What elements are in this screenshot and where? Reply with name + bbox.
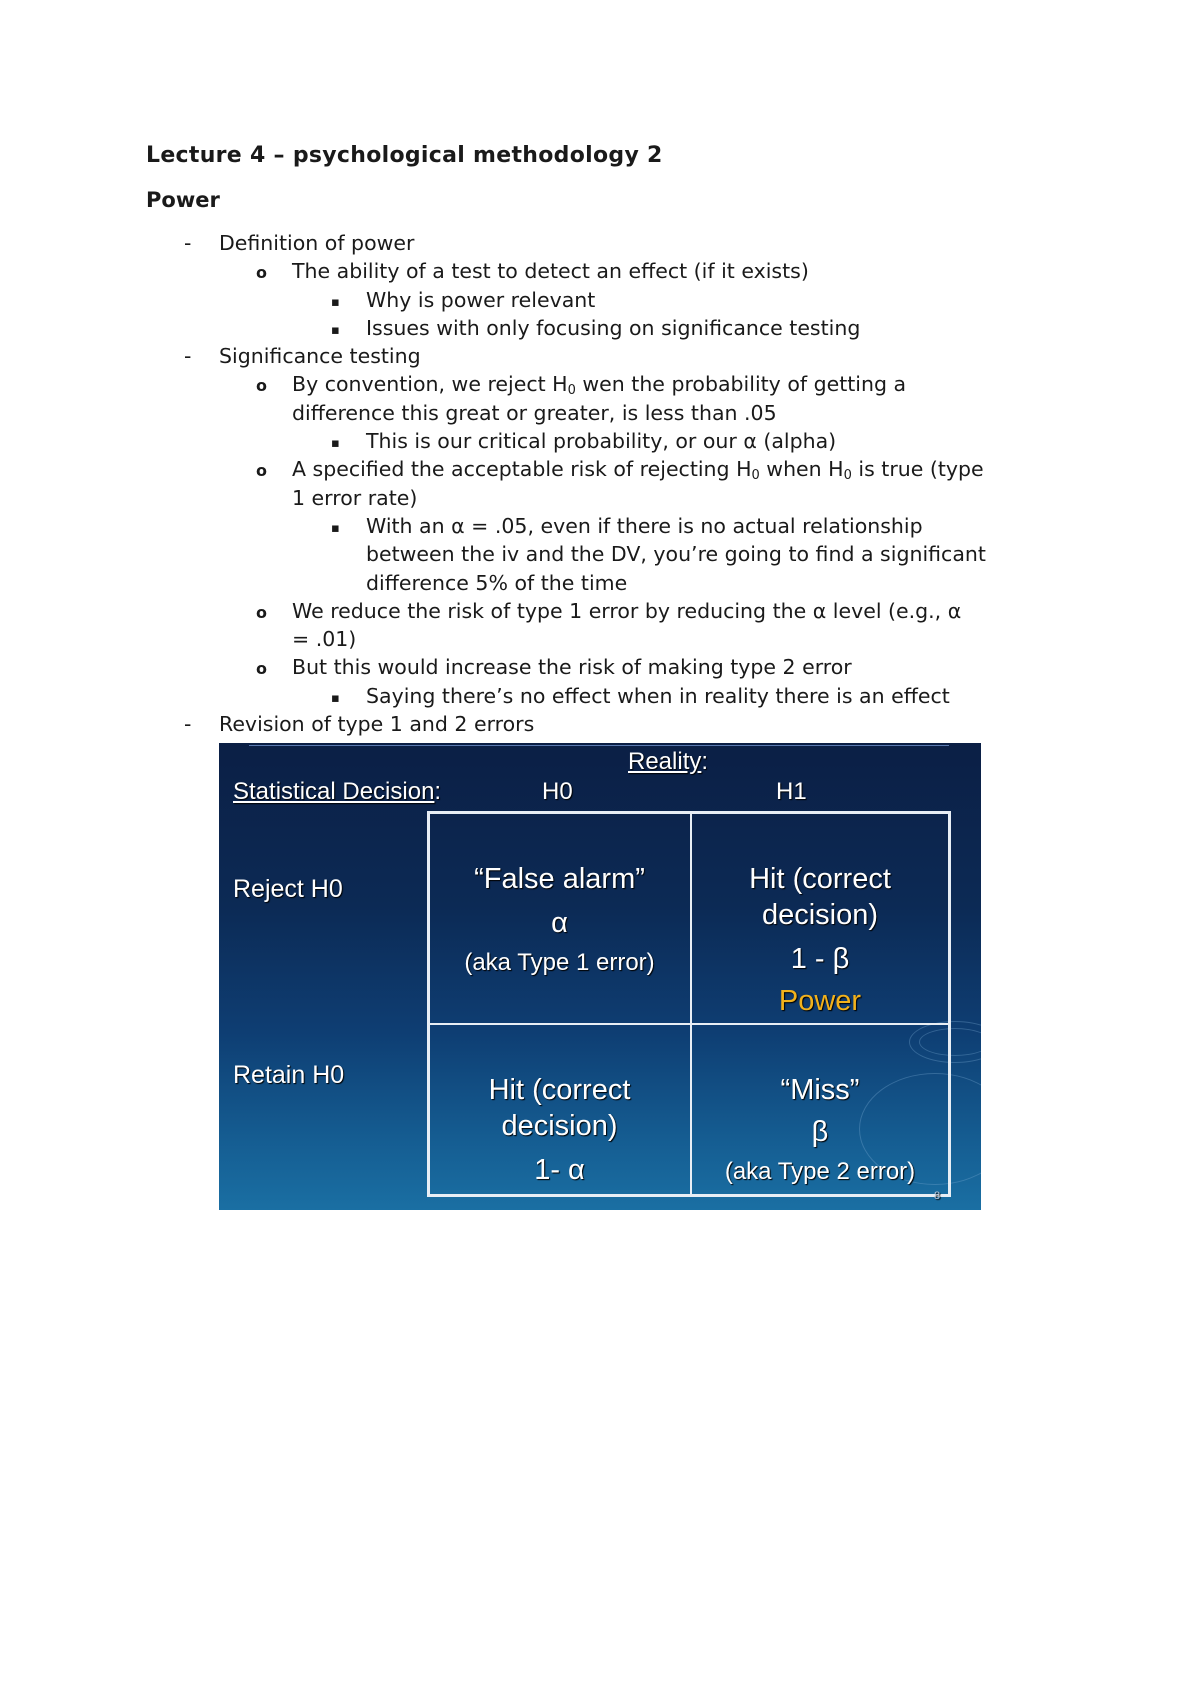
square-bullet: ▪ — [331, 520, 340, 536]
cell-hit-correct: Hit (correct decision) 1- α — [488, 1074, 631, 1186]
dash-bullet: - — [184, 344, 192, 369]
list-item-continuation: difference this great or greater, is less than .05 — [292, 400, 777, 425]
list-item: o But this would increase the risk of making type 2 error — [0, 653, 1200, 681]
dash-bullet: - — [184, 231, 192, 255]
list-item: o By convention, we reject $H_0$ wen the probability of getting a — [0, 370, 1200, 398]
cell-hit-power: Hit (correct decision) 1 - β Power — [691, 861, 949, 1019]
list-item: - Significance testing — [0, 342, 1200, 370]
list-item: o The ability of a test to detect an effect (if it exists) — [0, 257, 1200, 285]
list-item: ▪ Why is power relevant — [0, 286, 1200, 314]
matrix-divider-horizontal — [430, 1023, 948, 1025]
list-item: ▪ Saying there’s no effect when in reality there is an effect — [0, 682, 1200, 710]
square-bullet: ▪ — [331, 294, 340, 310]
list-item: o We reduce the risk of type 1 error by reducing the α level (e.g., α — [0, 597, 1200, 625]
list-item: ▪ This is our critical probability, or our α (alpha) — [0, 427, 1200, 455]
type-errors-slide-image — [219, 743, 981, 1210]
list-item: - Definition of power — [0, 229, 1200, 257]
list-item-continuation: = .01) — [292, 627, 357, 652]
cell-miss: “Miss” β (aka Type 2 error) — [724, 1074, 916, 1185]
circle-bullet: o — [256, 376, 267, 396]
outline-list — [0, 229, 1200, 738]
column-header-h1: H1 — [776, 778, 807, 805]
list-item: o A specified the acceptable risk of rejecting $H_0$ when $H_0$ is true (type — [0, 455, 1200, 483]
slide-divider — [249, 745, 949, 746]
dash-bullet: - — [184, 712, 192, 737]
row-header-reject: Reject H0 — [233, 875, 343, 903]
list-item: ▪ Issues with only focusing on significance testing — [0, 314, 1200, 342]
power-label: Power — [778, 985, 862, 1017]
slide-number: 8 — [934, 1190, 941, 1202]
circle-bullet: o — [256, 602, 267, 622]
square-bullet: ▪ — [331, 322, 340, 338]
circle-bullet: o — [256, 659, 267, 679]
list-item-continuation: difference 5% of the time — [366, 570, 628, 595]
column-header-h0: H0 — [542, 778, 573, 805]
page-title: Lecture 4 – psychological methodology 2 — [146, 143, 663, 168]
decision-heading: Statistical Decision: — [233, 778, 442, 805]
row-header-retain: Retain H0 — [233, 1061, 345, 1089]
section-heading: Power — [146, 188, 220, 212]
list-item: - Revision of type 1 and 2 errors — [0, 710, 1200, 738]
reality-heading: Reality: — [628, 748, 709, 775]
list-item-continuation: between the iv and the DV, you’re going to find a significant — [366, 542, 986, 567]
cell-false-alarm: “False alarm” α (aka Type 1 error) — [464, 863, 655, 976]
list-item: ▪ With an α = .05, even if there is no actual relationship — [0, 512, 1200, 540]
square-bullet: ▪ — [331, 690, 340, 706]
circle-bullet: o — [256, 461, 267, 481]
square-bullet: ▪ — [331, 436, 340, 452]
list-item-continuation: 1 error rate) — [292, 485, 418, 510]
circle-bullet: o — [256, 263, 267, 283]
